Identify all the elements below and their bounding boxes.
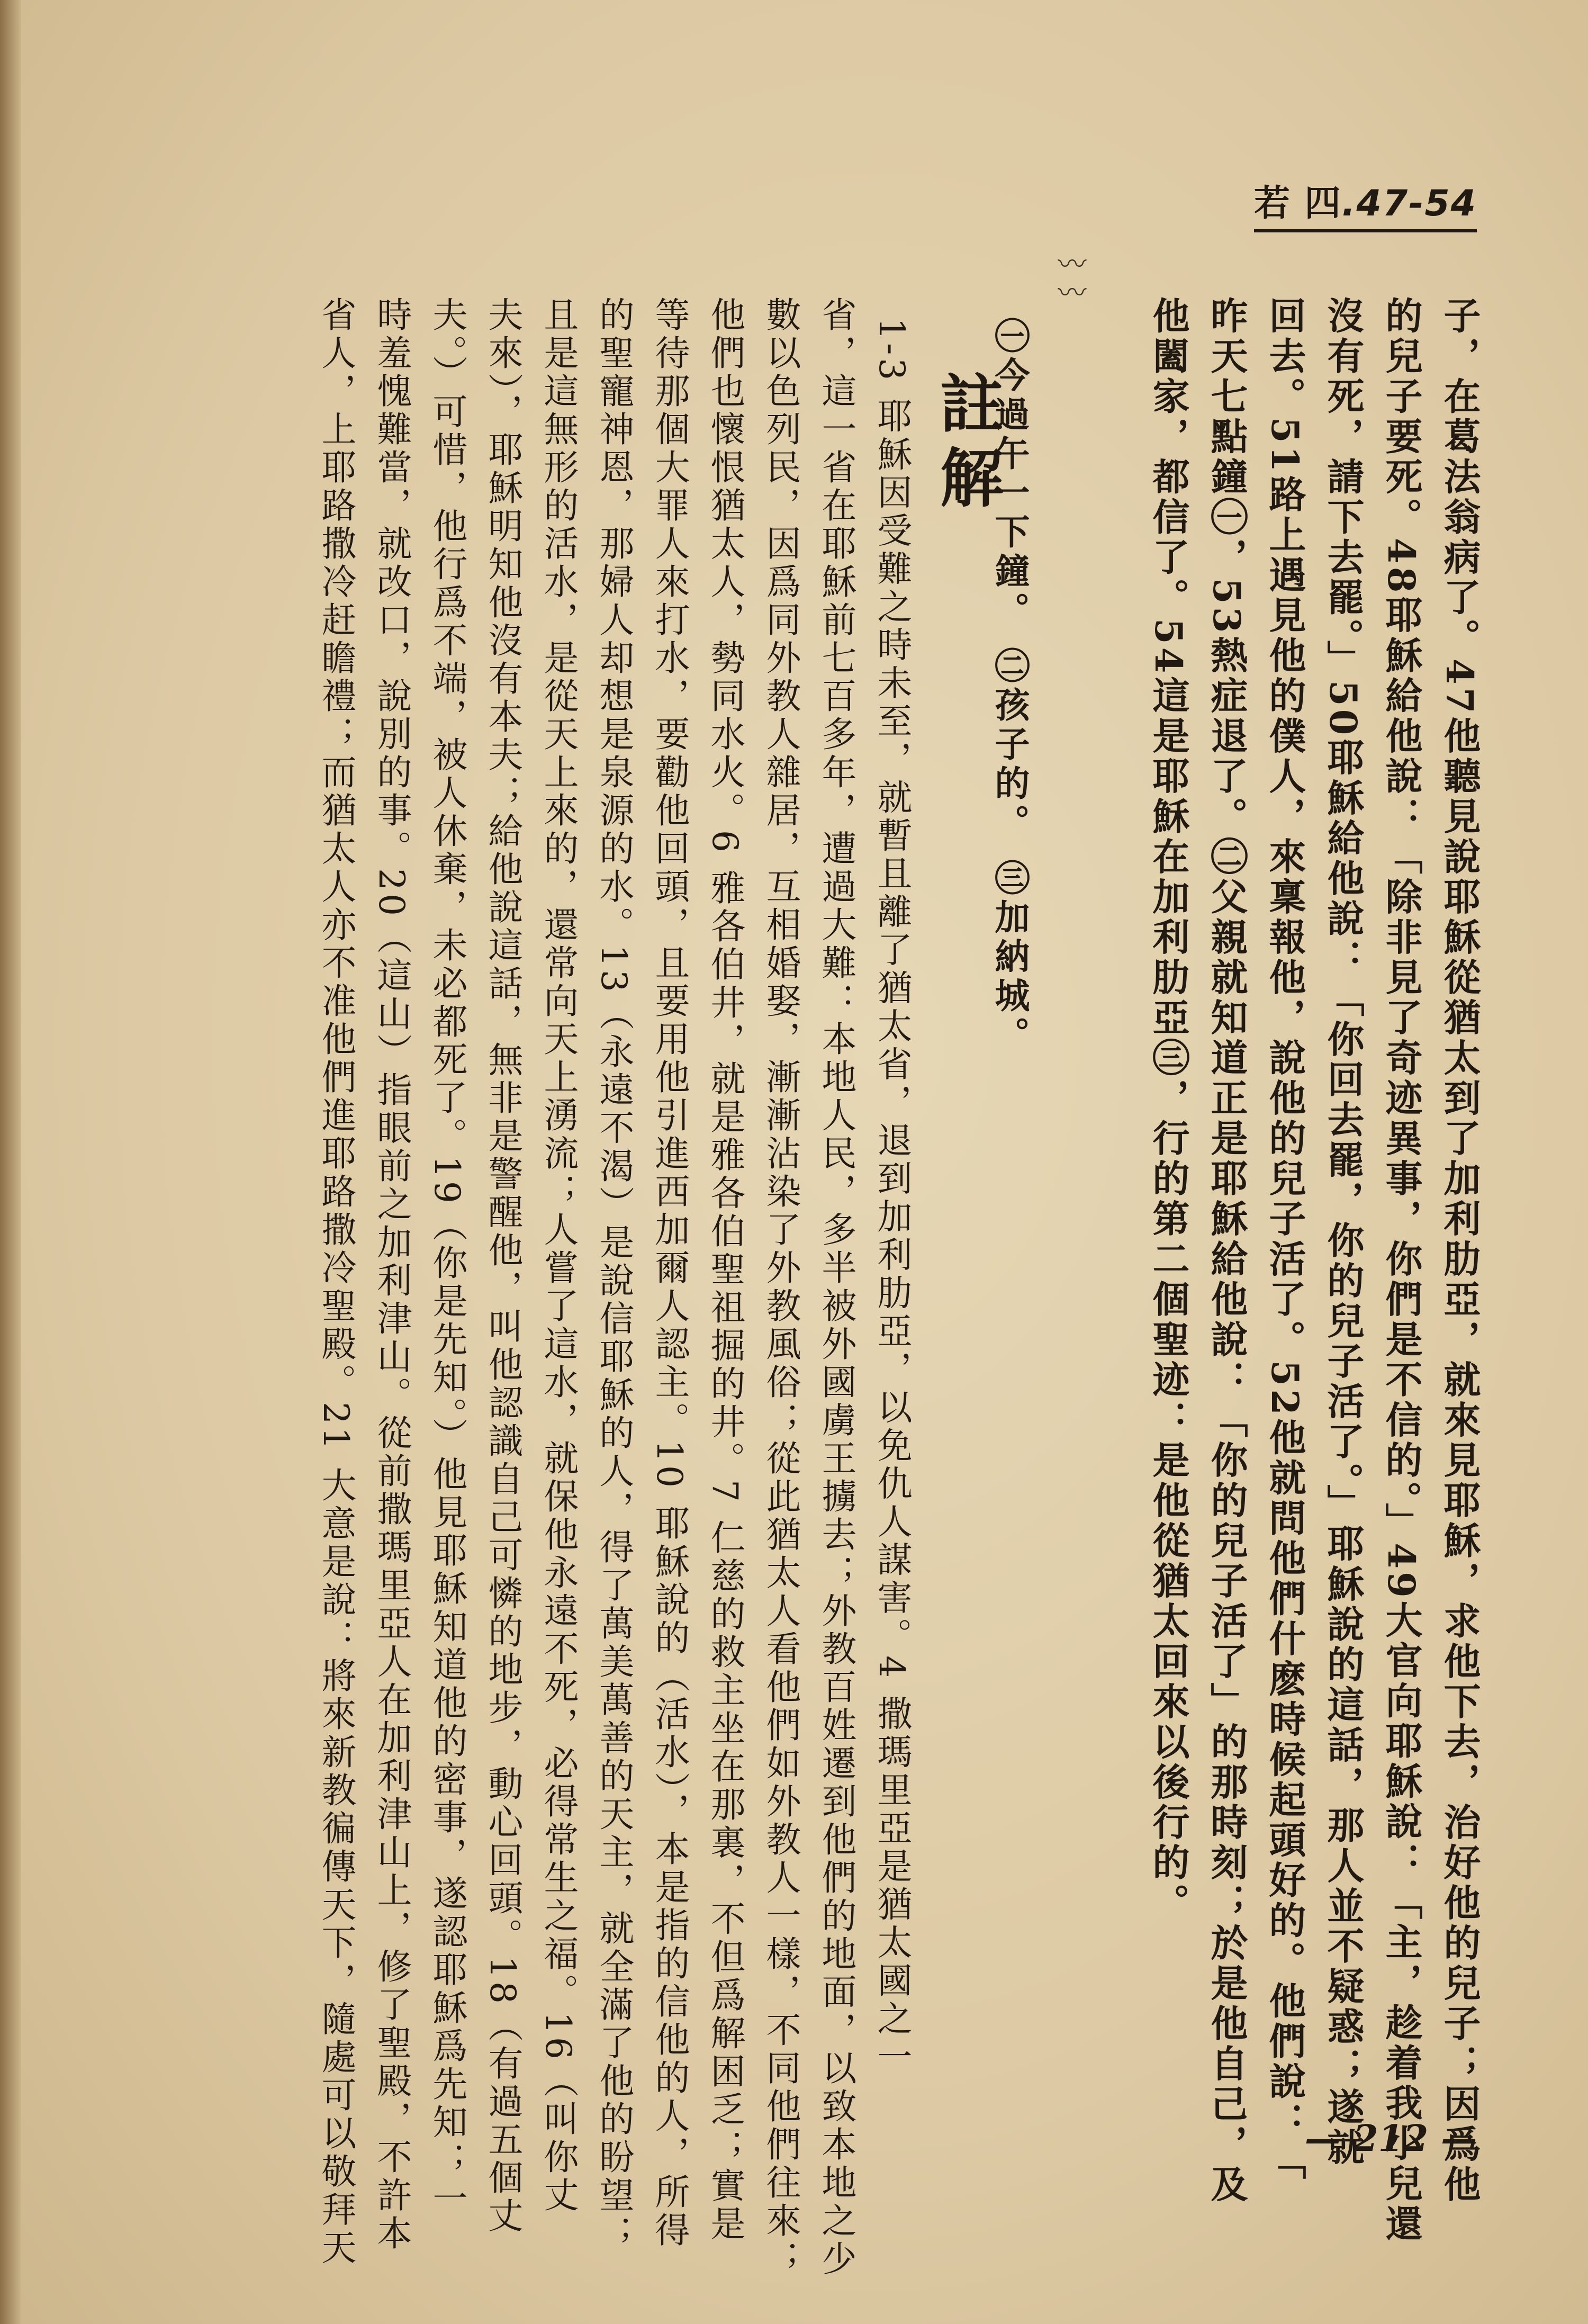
header-verses: .47-54 — [1341, 183, 1477, 224]
note-column: 1-3 耶穌因受難之時未至，就暫且離了猶太省，退到加利肋亞，以免仇人謀害。4 撒瑪里亞是猶太國之一 — [871, 318, 912, 2077]
note-column: 夫。）可惜，他行爲不端，被人休棄，未必都死了。19（你是先知。）他見耶穌知道他的密事，遂認耶穌爲先知；一 — [427, 296, 467, 2218]
main-text-column: 回去。51路上遇見他的僕人，來稟報他，說他的兒子活了。52他就問他們什麽時候起頭好的。他們說：「 — [1263, 296, 1307, 2183]
note-column: 且是這無形的活水，是從天上來的，還常向天上湧流；人嘗了這水，就保他永遠不死，必得常生之福。16（叫你丈 — [538, 296, 579, 2215]
main-text-column: 昨天七點鐘㊀，53熱症退了。㊁父親就知道正是耶穌給他說：「你的兒子活了」的那時刻；於是他自己，及 — [1205, 296, 1249, 2205]
note-column: 省，這一省在耶穌前七百多年，遭過大難：本地人民，多半被外國虜王擄去；外教百姓遷到他們的地面，以致本地之少 — [816, 296, 856, 2278]
main-text-column: 子，在葛法翁病了。47他聽見說耶穌從猶太到了加利肋亞，就來見耶穌，求他下去，治好他的兒子；因爲他 — [1438, 296, 1482, 2205]
main-text-column: 他闔家，都信了。54這是耶穌在加利肋亞㊂，行的第二個聖迹：是他從猶太回來以後行的。 — [1147, 296, 1190, 1924]
note-column: 省人，上耶路撒冷赶瞻禮；而猶太人亦不准他們進耶路撒冷聖殿。21 大意是說：將來新教徧傳天下，隨處可以敬拜天 — [315, 296, 356, 2267]
binding-edge — [0, 0, 21, 2324]
notes-title: 註解 — [930, 371, 1004, 519]
page-number: — 212 — — [1304, 2118, 1477, 2160]
note-column: 的聖寵神恩，那婦人却想是泉源的水。13（永遠不渴）是說信耶穌的人，得了萬美萬善的天主，就全滿了他的盼望； — [593, 296, 634, 2253]
running-header — [1254, 175, 1477, 232]
note-column: 等待那個大罪人來打水，要勸他回頭，且要用他引進西加爾人認主。10 耶穌說的（活水），本是指的信他的人，所得 — [649, 296, 690, 2250]
note-column: 時羞愧難當，就改口，說別的事。20（這山）指眼前之加利津山。從前撒瑪里亞人在加利津山上，修了聖殿，不許本 — [371, 296, 412, 2253]
section-divider: 〰〰 — [1053, 249, 1087, 306]
main-text-column: 的兒子要死。48耶穌給他說：「除非見了奇迹異事，你們是不信的。」49大官向耶穌說：「主，趁着我小兒還 — [1379, 296, 1423, 2245]
note-column: 夫來），耶穌明知他沒有本夫；給他說這話，無非是警醒他，叫他認識自己可憐的地步，動心回頭。18（有過五個丈 — [482, 296, 523, 2236]
footnote-glosses: ㊀今過午一下鐘。 ㊁孩子的。 ㊂加納城。 — [989, 318, 1030, 1056]
note-column: 他們也懷恨猶太人，勢同水火。6 雅各伯井，就是雅各伯聖祖掘的井。7 仁慈的救主坐在那裏，不但爲解困乏；實是 — [705, 296, 745, 2244]
main-text-column: 沒有死，請下去罷。」50耶穌給他說：「你回去罷，你的兒子活了。」耶穌說的這話，那人並不疑惑；遂就 — [1321, 296, 1365, 2168]
note-column: 數以色列民，因爲同外教人雜居，互相婚娶，漸漸沾染了外教風俗；從此猶太人看他們如外教人一樣，不同他們往來； — [760, 296, 801, 2278]
header-title: 若 四 — [1254, 183, 1342, 224]
